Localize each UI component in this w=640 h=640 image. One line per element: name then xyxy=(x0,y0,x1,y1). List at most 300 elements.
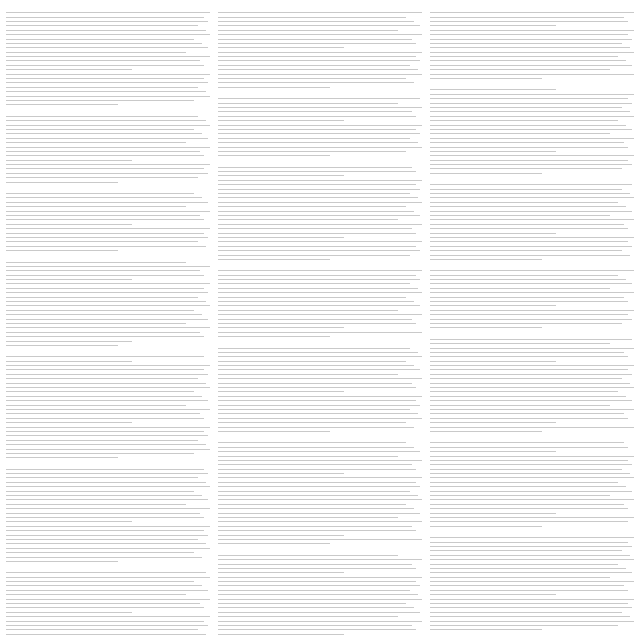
text-line xyxy=(218,245,422,248)
text-line xyxy=(6,403,210,406)
text-line xyxy=(218,322,422,325)
text-line xyxy=(430,468,634,471)
text-line xyxy=(430,183,634,186)
text-line xyxy=(430,20,634,23)
text-line xyxy=(6,300,210,303)
text-line xyxy=(218,77,422,80)
section xyxy=(218,6,422,89)
text-line xyxy=(218,381,422,384)
text-line xyxy=(6,163,210,166)
text-line xyxy=(218,633,422,636)
text-line xyxy=(6,538,210,541)
text-line xyxy=(6,115,210,118)
text-line xyxy=(6,265,210,268)
text-line xyxy=(6,624,210,627)
text-line xyxy=(218,624,422,627)
section xyxy=(430,264,634,329)
text-line xyxy=(6,154,210,157)
text-line xyxy=(218,183,422,186)
text-line xyxy=(218,485,422,488)
text-line xyxy=(218,97,422,100)
text-line xyxy=(430,214,634,217)
text-line xyxy=(218,46,422,49)
text-line xyxy=(218,141,422,144)
text-line xyxy=(218,170,422,173)
text-line xyxy=(6,55,210,58)
text-line xyxy=(218,571,422,574)
text-line xyxy=(218,240,422,243)
text-line xyxy=(6,249,210,252)
text-line xyxy=(6,81,210,84)
text-line xyxy=(430,494,634,497)
text-line xyxy=(218,507,422,510)
text-line xyxy=(430,295,634,298)
text-line xyxy=(430,313,634,316)
text-line xyxy=(6,360,210,363)
text-line xyxy=(218,441,422,444)
text-line xyxy=(6,236,210,239)
text-line xyxy=(430,33,634,36)
text-line xyxy=(6,335,210,338)
text-line xyxy=(6,386,210,389)
text-line xyxy=(218,481,422,484)
text-line xyxy=(218,209,422,212)
text-line xyxy=(6,309,210,312)
text-line xyxy=(6,269,210,272)
text-line xyxy=(430,562,634,565)
text-line xyxy=(430,507,634,510)
text-line xyxy=(430,141,634,144)
text-line xyxy=(218,42,422,45)
text-line xyxy=(6,245,210,248)
text-line xyxy=(218,253,422,256)
text-line xyxy=(6,452,210,455)
section-number xyxy=(218,6,422,10)
text-line xyxy=(6,633,210,636)
text-line xyxy=(430,46,634,49)
text-line xyxy=(430,137,634,140)
text-line xyxy=(430,441,634,444)
text-line xyxy=(6,150,210,153)
text-line xyxy=(6,132,210,135)
text-line xyxy=(430,558,634,561)
text-line xyxy=(218,110,422,113)
text-line xyxy=(218,516,422,519)
text-line xyxy=(6,282,210,285)
text-line xyxy=(430,317,634,320)
text-line xyxy=(218,86,422,89)
text-line xyxy=(430,628,634,631)
text-line xyxy=(430,88,634,91)
text-line xyxy=(430,545,634,548)
text-column-3 xyxy=(430,6,634,636)
text-line xyxy=(430,236,634,239)
text-line xyxy=(430,446,634,449)
text-line xyxy=(430,159,634,162)
text-line xyxy=(430,278,634,281)
text-line xyxy=(430,29,634,32)
text-line xyxy=(430,536,634,539)
text-line xyxy=(6,417,210,420)
text-line xyxy=(6,468,210,471)
text-line xyxy=(6,322,210,325)
text-line xyxy=(218,174,422,177)
text-line xyxy=(218,123,422,126)
text-line xyxy=(6,408,210,411)
text-line xyxy=(430,291,634,294)
text-line xyxy=(218,300,422,303)
text-line xyxy=(218,472,422,475)
text-line xyxy=(218,258,422,261)
text-line xyxy=(6,231,210,234)
text-line xyxy=(430,472,634,475)
text-line xyxy=(6,547,210,550)
text-line xyxy=(430,368,634,371)
text-line xyxy=(218,68,422,71)
text-line xyxy=(6,412,210,415)
section xyxy=(6,255,210,347)
text-line xyxy=(6,103,210,106)
text-line xyxy=(430,72,634,75)
text-line xyxy=(430,485,634,488)
text-line xyxy=(430,106,634,109)
text-line xyxy=(218,399,422,402)
section-number xyxy=(6,463,210,467)
text-line xyxy=(218,326,422,329)
text-line xyxy=(430,59,634,62)
text-line xyxy=(6,377,210,380)
text-line xyxy=(430,209,634,212)
text-line xyxy=(218,459,422,462)
text-line xyxy=(218,309,422,312)
text-line xyxy=(218,558,422,561)
text-line xyxy=(6,395,210,398)
text-line xyxy=(6,399,210,402)
text-line xyxy=(6,589,210,592)
text-line xyxy=(218,24,422,27)
text-line xyxy=(218,408,422,411)
text-line xyxy=(430,269,634,272)
section xyxy=(6,187,210,252)
text-line xyxy=(430,154,634,157)
text-line xyxy=(430,258,634,261)
text-line xyxy=(6,472,210,475)
text-line xyxy=(6,434,210,437)
text-line xyxy=(218,295,422,298)
text-line xyxy=(430,51,634,54)
text-line xyxy=(6,580,210,583)
text-line xyxy=(218,273,422,276)
text-line xyxy=(430,192,634,195)
text-line xyxy=(430,498,634,501)
text-line xyxy=(218,403,422,406)
text-line xyxy=(218,386,422,389)
text-line xyxy=(6,525,210,528)
text-line xyxy=(430,227,634,230)
text-line xyxy=(430,360,634,363)
text-line xyxy=(430,503,634,506)
text-line xyxy=(6,141,210,144)
text-line xyxy=(430,128,634,131)
text-line xyxy=(218,494,422,497)
text-line xyxy=(218,520,422,523)
text-line xyxy=(218,593,422,596)
section xyxy=(430,83,634,175)
text-line xyxy=(430,602,634,605)
section-number xyxy=(218,264,422,268)
text-line xyxy=(218,503,422,506)
text-line xyxy=(6,180,210,183)
text-line xyxy=(218,59,422,62)
section xyxy=(430,333,634,434)
text-line xyxy=(430,342,634,345)
text-line xyxy=(6,201,210,204)
text-line xyxy=(6,555,210,558)
section xyxy=(218,549,422,636)
text-line xyxy=(6,443,210,446)
text-line xyxy=(430,110,634,113)
text-line xyxy=(6,176,210,179)
text-line xyxy=(6,390,210,393)
text-line xyxy=(6,128,210,131)
text-line xyxy=(6,571,210,574)
text-line xyxy=(218,55,422,58)
text-line xyxy=(6,15,210,18)
text-line xyxy=(218,368,422,371)
text-line xyxy=(6,287,210,290)
text-line xyxy=(6,481,210,484)
text-line xyxy=(430,172,634,175)
text-line xyxy=(6,516,210,519)
section-number xyxy=(218,436,422,440)
text-line xyxy=(430,597,634,600)
text-line xyxy=(218,421,422,424)
text-line xyxy=(218,132,422,135)
text-line xyxy=(430,520,634,523)
text-line xyxy=(430,511,634,514)
text-line xyxy=(6,123,210,126)
text-line xyxy=(218,597,422,600)
text-line xyxy=(6,542,210,545)
text-line xyxy=(430,390,634,393)
text-line xyxy=(430,11,634,14)
text-line xyxy=(218,150,422,153)
text-line xyxy=(218,425,422,428)
section-number xyxy=(430,6,634,10)
text-line xyxy=(218,101,422,104)
text-line xyxy=(218,154,422,157)
text-line xyxy=(6,33,210,36)
text-line xyxy=(430,123,634,126)
text-line xyxy=(218,602,422,605)
text-line xyxy=(430,611,634,614)
section xyxy=(430,178,634,261)
text-line xyxy=(218,611,422,614)
text-line xyxy=(430,231,634,234)
text-line xyxy=(6,456,210,459)
text-line xyxy=(6,68,210,71)
text-line xyxy=(6,42,210,45)
text-line xyxy=(218,346,422,349)
text-line xyxy=(430,584,634,587)
text-line xyxy=(218,223,422,226)
text-line xyxy=(218,236,422,239)
text-line xyxy=(218,278,422,281)
text-line xyxy=(218,201,422,204)
text-line xyxy=(218,589,422,592)
text-line xyxy=(430,425,634,428)
text-line xyxy=(218,538,422,541)
text-line xyxy=(430,381,634,384)
section-number xyxy=(430,83,634,87)
text-line xyxy=(218,476,422,479)
text-line xyxy=(430,575,634,578)
text-line xyxy=(218,489,422,492)
section xyxy=(430,436,634,528)
text-line xyxy=(6,137,210,140)
section xyxy=(6,110,210,184)
text-line xyxy=(218,373,422,376)
section xyxy=(430,531,634,632)
section-number xyxy=(430,333,634,337)
text-line xyxy=(6,615,210,618)
text-line xyxy=(218,533,422,536)
text-column-1 xyxy=(6,6,210,636)
text-line xyxy=(6,593,210,596)
text-line xyxy=(430,421,634,424)
text-line xyxy=(6,326,210,329)
text-line xyxy=(218,580,422,583)
text-line xyxy=(6,317,210,320)
section xyxy=(218,161,422,262)
text-line xyxy=(430,42,634,45)
section-number xyxy=(218,92,422,96)
text-line xyxy=(6,29,210,32)
text-line xyxy=(430,338,634,341)
text-line xyxy=(218,511,422,514)
text-line xyxy=(6,20,210,23)
text-line xyxy=(6,167,210,170)
text-line xyxy=(430,580,634,583)
text-line xyxy=(218,619,422,622)
text-line xyxy=(218,11,422,14)
text-line xyxy=(6,278,210,281)
text-line xyxy=(6,11,210,14)
text-line xyxy=(6,94,210,97)
section xyxy=(218,264,422,338)
text-line xyxy=(430,615,634,618)
text-line xyxy=(430,64,634,67)
text-line xyxy=(6,606,210,609)
text-line xyxy=(430,463,634,466)
text-line xyxy=(6,77,210,80)
text-line xyxy=(6,476,210,479)
text-line xyxy=(6,503,210,506)
text-line xyxy=(218,395,422,398)
text-line xyxy=(6,72,210,75)
section-number xyxy=(6,110,210,114)
text-line xyxy=(6,447,210,450)
text-line xyxy=(218,313,422,316)
text-line xyxy=(218,628,422,631)
text-line xyxy=(218,128,422,131)
text-line xyxy=(218,335,422,338)
text-line xyxy=(218,351,422,354)
text-line xyxy=(430,253,634,256)
text-line xyxy=(430,37,634,40)
text-line xyxy=(430,386,634,389)
text-line xyxy=(6,218,210,221)
text-line xyxy=(6,205,210,208)
text-line xyxy=(6,64,210,67)
text-line xyxy=(6,51,210,54)
text-line xyxy=(430,326,634,329)
text-line xyxy=(6,119,210,122)
text-line xyxy=(218,282,422,285)
text-line xyxy=(6,498,210,501)
text-line xyxy=(6,331,210,334)
text-line xyxy=(6,291,210,294)
text-line xyxy=(430,417,634,420)
text-line xyxy=(6,511,210,514)
text-line xyxy=(218,584,422,587)
text-line xyxy=(430,364,634,367)
text-line xyxy=(430,540,634,543)
text-line xyxy=(6,192,210,195)
text-line xyxy=(218,205,422,208)
text-line xyxy=(218,463,422,466)
text-line xyxy=(430,430,634,433)
text-line xyxy=(430,309,634,312)
text-line xyxy=(430,119,634,122)
section xyxy=(6,350,210,459)
text-line xyxy=(430,395,634,398)
text-line xyxy=(6,159,210,162)
text-line xyxy=(430,201,634,204)
text-line xyxy=(6,240,210,243)
text-line xyxy=(430,346,634,349)
text-line xyxy=(218,355,422,358)
text-line xyxy=(430,101,634,104)
text-line xyxy=(218,575,422,578)
text-line xyxy=(6,214,210,217)
text-line xyxy=(6,507,210,510)
section-number xyxy=(218,161,422,165)
section-number xyxy=(6,255,210,259)
text-line xyxy=(430,454,634,457)
text-line xyxy=(6,489,210,492)
text-line xyxy=(430,163,634,166)
text-line xyxy=(6,344,210,347)
text-line xyxy=(218,192,422,195)
text-line xyxy=(430,132,634,135)
text-line xyxy=(218,529,422,532)
text-line xyxy=(430,24,634,27)
text-line xyxy=(218,417,422,420)
text-line xyxy=(6,439,210,442)
text-line xyxy=(218,269,422,272)
text-line xyxy=(6,575,210,578)
section xyxy=(6,6,210,107)
text-line xyxy=(6,339,210,342)
text-line xyxy=(218,567,422,570)
text-line xyxy=(6,273,210,276)
text-line xyxy=(430,589,634,592)
text-line xyxy=(430,567,634,570)
text-line xyxy=(430,282,634,285)
text-line xyxy=(218,106,422,109)
text-line xyxy=(6,304,210,307)
